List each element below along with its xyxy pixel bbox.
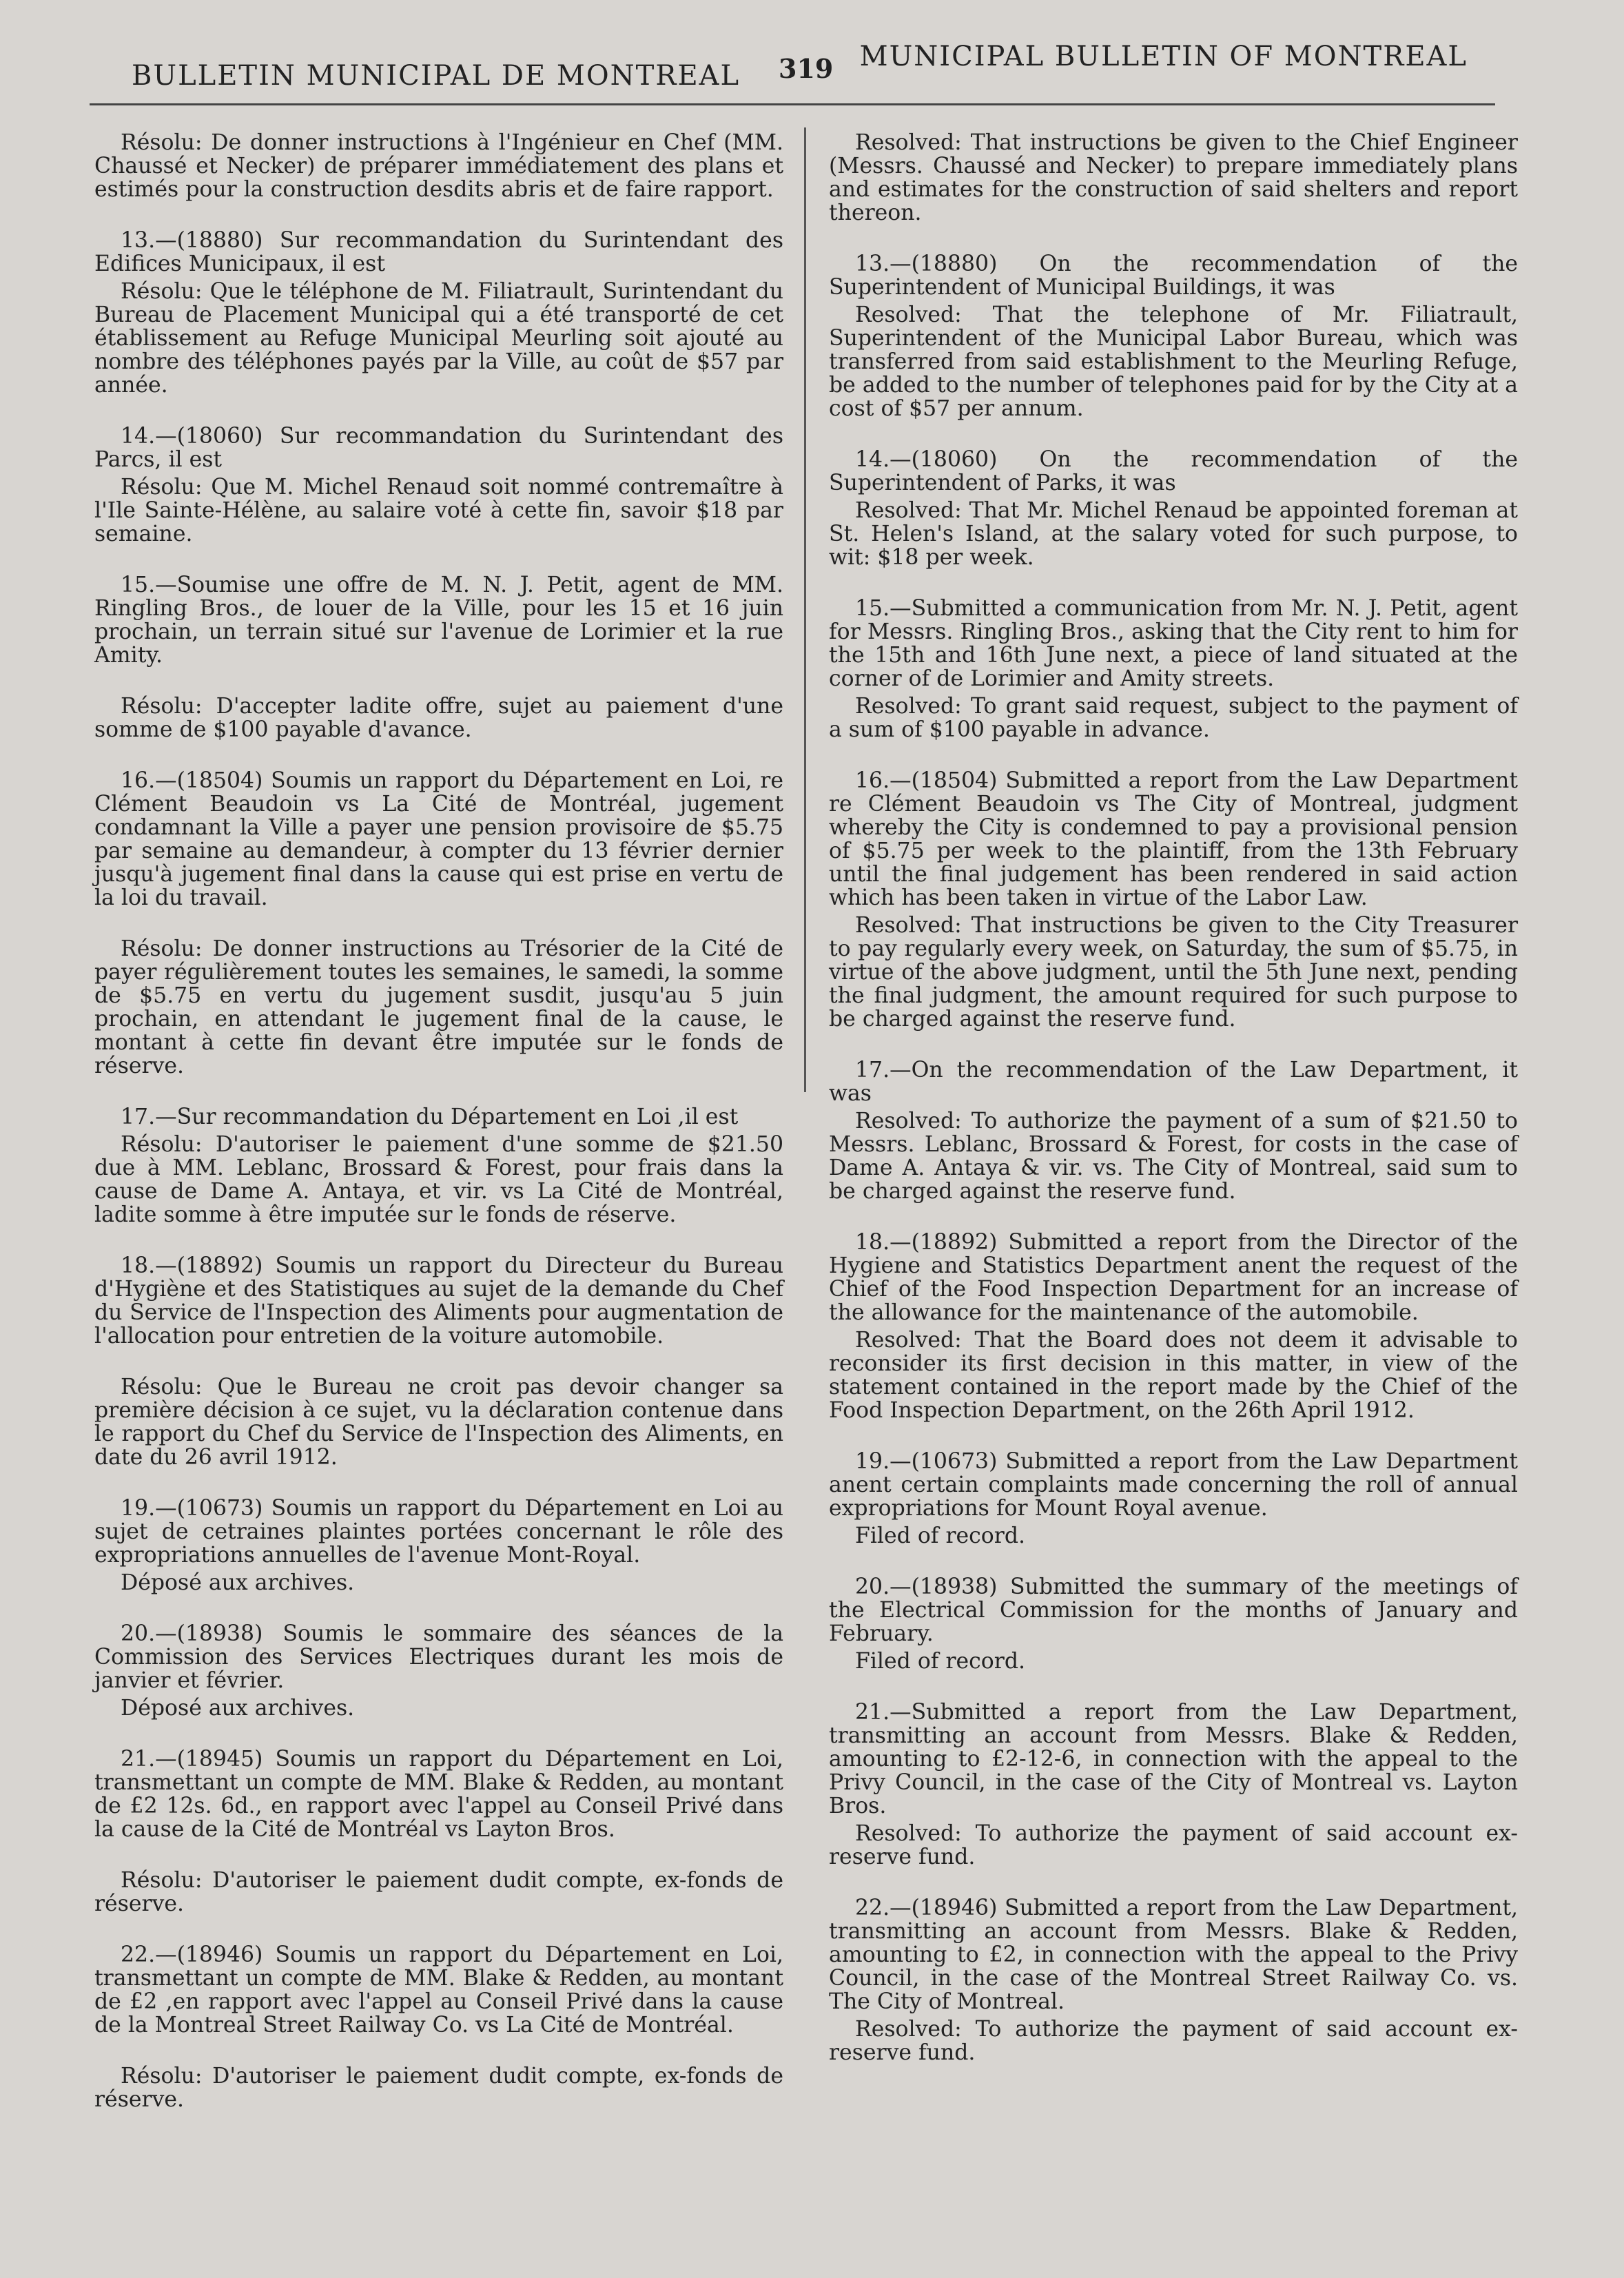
paragraph: 13.—(18880) On the recommendation of the Superintendent of Municipal Buildings, it was — [829, 252, 1518, 300]
header-french-title: BULLETIN MUNICIPAL DE MONTREAL — [132, 60, 741, 92]
paragraph: Résolu: Que M. Michel Renaud soit nommé contremaître à l'Ile Sainte-Hélène, au salaire voté à cette fin, savoir $18 par semaine. — [94, 475, 783, 546]
paragraph: Résolu: De donner instructions au Trésorier de la Cité de payer régulièrement toutes les semaines, le samedi, la somme de $5.75 en vertu du jugement susdit, jusqu'au 5 juin prochain, en attendant le jugement final de la cause, le montant à cette fin devant être imputée sur le fonds de réserve. — [94, 936, 783, 1078]
paragraph: Résolu: Que le téléphone de M. Filiatrault, Surintendant du Bureau de Placement Municipal qui a été transporté de cet établissement au Refuge Municipal Meurling soit ajouté au nombre des téléphones payés par la Ville, au coût de $57 par année. — [94, 279, 783, 398]
paragraph: 22.—(18946) Soumis un rapport du Département en Loi, transmettant un compte de MM. Blake & Redden, au montant de £2 ,en rapport avec l'appel au Conseil Privé dans la cause de la Montreal Street Railway Co. vs La Cité de Montréal. — [94, 1942, 783, 2038]
english-column — [829, 131, 1518, 2092]
paragraph: 18.—(18892) Submitted a report from the Director of the Hygiene and Statistics Department anent the request of the Chief of the Food Inspection Department for an increase of the allowance for the maintenance of the automobile. — [829, 1230, 1518, 1325]
header-rule — [90, 103, 1495, 105]
paragraph: 16.—(18504) Submitted a report from the Law Department re Clément Beaudoin vs The City of Montreal, judgment whereby the City is condemned to pay a provisional pension of $5.75 per week to the plaintiff, from the 13th February until the final judgement has been rendered in said action which has been taken in virtue of the Labor Law. — [829, 768, 1518, 910]
paragraph: Filed of record. — [855, 1523, 1026, 1548]
paragraph: Resolved: To authorize the payment of said account ex-reserve fund. — [829, 2017, 1518, 2065]
paragraph: Resolved: To grant said request, subject to the payment of a sum of $100 payable in advance. — [829, 694, 1518, 742]
paragraph: 17.—Sur recommandation du Département en Loi ,il est — [121, 1105, 739, 1129]
paragraph: 21.—Submitted a report from the Law Department, transmitting an account from Messrs. Blake & Redden, amounting to £2-12-6, in connection with the appeal to the Privy Council, in the case of the City of Montreal vs. Layton Bros. — [829, 1700, 1518, 1818]
paragraph: 22.—(18946) Submitted a report from the Law Department, transmitting an account from Messrs. Blake & Redden, amounting to £2, in connection with the appeal to the Privy Council, in the case of the Montreal Street Railway Co. vs. The City of Montreal. — [829, 1896, 1518, 2014]
paragraph: Déposé aux archives. — [121, 1696, 355, 1721]
paragraph: Résolu: De donner instructions à l'Ingénieur en Chef (MM. Chaussé et Necker) de préparer immédiatement des plans et estimés pour la construction desdits abris et de faire rapport. — [94, 130, 783, 202]
paragraph: Resolved: To authorize the payment of a sum of $21.50 to Messrs. Leblanc, Brossard & Forest, for costs in the case of Dame A. Antaya & vir. vs. The City of Montreal, said sum to be charged against the reserve fund. — [829, 1109, 1518, 1204]
paragraph: Résolu: D'autoriser le paiement dudit compte, ex-fonds de réserve. — [94, 2064, 783, 2112]
paragraph: Resolved: That the Board does not deem it advisable to reconsider its first decision in this matter, in view of the statement contained in the report made by the Chief of the Food Inspection Department, on the 26th April 1912. — [829, 1328, 1518, 1423]
header-english-title: MUNICIPAL BULLETIN OF MONTREAL — [859, 41, 1468, 72]
paragraph: 20.—(18938) Submitted the summary of the meetings of the Electrical Commission for the months of January and February. — [829, 1574, 1518, 1646]
paragraph: 14.—(18060) Sur recommandation du Surintendant des Parcs, il est — [94, 424, 783, 472]
paragraph: 21.—(18945) Soumis un rapport du Département en Loi, transmettant un compte de MM. Blake & Redden, au montant de £2 12s. 6d., en rapport avec l'appel au Conseil Privé dans la cause de la Cité de Montréal vs Layton Bros. — [94, 1747, 783, 1842]
page-header — [127, 38, 1468, 100]
paragraph: 18.—(18892) Soumis un rapport du Directeur du Bureau d'Hygiène et des Statistiques au sujet de la demande du Chef du Service de l'Inspection des Aliments pour augmentation de l'allocation pour entretien de la voiture automobile. — [94, 1253, 783, 1348]
paragraph: Résolu: D'autoriser le paiement d'une somme de $21.50 due à MM. Leblanc, Brossard & Forest, pour frais dans la cause de Dame A. Antaya, et vir. vs La Cité de Montréal, ladite somme à être imputée sur le fonds de réserve. — [94, 1132, 783, 1227]
paragraph: 15.—Soumise une offre de M. N. J. Petit, agent de MM. Ringling Bros., de louer de la Ville, pour les 15 et 16 juin prochain, un terrain situé sur l'avenue de Lorimier et la rue Amity. — [94, 573, 783, 668]
paragraph: 19.—(10673) Soumis un rapport du Département en Loi au sujet de cetraines plaintes portées concernant le rôle des expropriations annuelles de l'avenue Mont-Royal. — [94, 1496, 783, 1568]
paragraph: Resolved: To authorize the payment of said account ex-reserve fund. — [829, 1821, 1518, 1869]
paragraph: Résolu: D'accepter ladite offre, sujet au paiement d'une somme de $100 payable d'avance. — [94, 694, 783, 742]
paragraph: 19.—(10673) Submitted a report from the Law Department anent certain complaints made concerning the roll of annual expropriations for Mount Royal avenue. — [829, 1449, 1518, 1521]
paragraph: Resolved: That instructions be given to the Chief Engineer (Messrs. Chaussé and Necker) to prepare immediately plans and estimates for the construction of said shelters and report thereon. — [829, 130, 1518, 225]
french-column — [94, 131, 783, 2139]
paragraph: 16.—(18504) Soumis un rapport du Département en Loi, re Clément Beaudoin vs La Cité de Montréal, jugement condamnant la Ville a payer une pension provisoire de $5.75 par semaine au demandeur, à compter du 13 février dernier jusqu'à jugement final dans la cause qui est prise en vertu de la loi du travail. — [94, 768, 783, 910]
page-number: 319 — [779, 53, 834, 84]
paragraph: Resolved: That Mr. Michel Renaud be appointed foreman at St. Helen's Island, at the salary voted for such purpose, to wit: $18 per week. — [829, 498, 1518, 570]
paragraph: Filed of record. — [855, 1649, 1026, 1674]
column-divider — [804, 127, 806, 1092]
paragraph: Resolved: That instructions be given to the City Treasurer to pay regularly every week, on Saturday, the sum of $5.75, in virtue of the above judgment, until the 5th June next, pending the final judgment, the amount required for such purpose to be charged against the reserve fund. — [829, 913, 1518, 1032]
paragraph: 14.—(18060) On the recommendation of the Superintendent of Parks, it was — [829, 447, 1518, 495]
paragraph: Résolu: Que le Bureau ne croit pas devoir changer sa première décision à ce sujet, vu la déclaration contenue dans le rapport du Chef du Service de l'Inspection des Aliments, en date du 26 avril 1912. — [94, 1375, 783, 1470]
paragraph: Resolved: That the telephone of Mr. Filiatrault, Superintendent of the Municipal Labor Bureau, which was transferred from said establishment to the Meurling Refuge, be added to the number of telephones paid for by the City at a cost of $57 per annum. — [829, 302, 1518, 421]
paragraph: 20.—(18938) Soumis le sommaire des séances de la Commission des Services Electriques durant les mois de janvier et février. — [94, 1621, 783, 1693]
paragraph: 13.—(18880) Sur recommandation du Surintendant des Edifices Municipaux, il est — [94, 228, 783, 276]
paragraph: 17.—On the recommendation of the Law Department, it was — [829, 1058, 1518, 1106]
paragraph: Déposé aux archives. — [121, 1570, 355, 1595]
paragraph: Résolu: D'autoriser le paiement dudit compte, ex-fonds de réserve. — [94, 1868, 783, 1916]
paragraph: 15.—Submitted a communication from Mr. N. J. Petit, agent for Messrs. Ringling Bros., asking that the City rent to him for the 15th and 16th June next, a piece of land situated at the corner of de Lorimier and Amity streets. — [829, 596, 1518, 691]
